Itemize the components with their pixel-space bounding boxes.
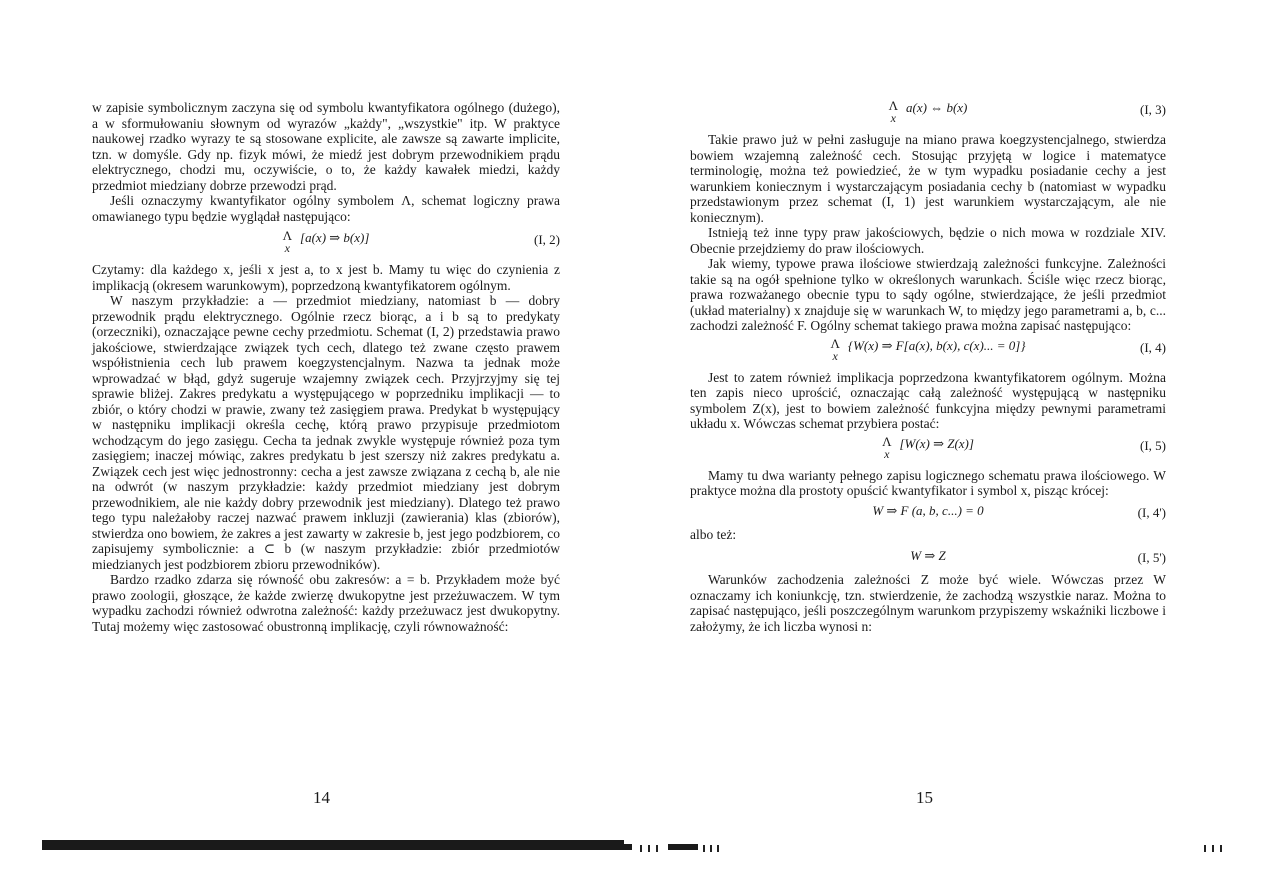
scan-artifact <box>656 845 658 852</box>
paragraph: Jak wiemy, typowe prawa ilościowe stwierdzają zależności funkcyjne. Zależności takie są na ogół spełnione tylko w określonych warunkach. Ściśle więc rzecz biorąc, prawa rozważanego obecnie typu to sądy ogólne, stwierdzające, że jeśli przedmiot (układ materialny) x znajduje się w warunkach W, to między jego parametrami a, b, c... zachodzi zależność F. Ogólny schemat takiego prawa można zapisać następująco: <box>690 256 1166 333</box>
formula-expression: W ⇒ F (a, b, c...) = 0 <box>872 502 984 518</box>
paragraph: Takie prawo już w pełni zasługuje na miano prawa koegzystencjalnego, stwierdza bowiem wzajemną zależność cech. Stosując przyjętą w logice i matematyce terminologię, można też powiedzieć, że w tym wypadku posiadanie cechy a jest warunkiem koniecznym i wystarczającym posiadania cechy b (natomiast w wypadku przedstawionym przez schemat (I, 1) jest warunkiem wystarczającym, ale nie koniecznym). <box>690 132 1166 225</box>
page-number-right: 15 <box>916 788 933 807</box>
quantifier-symbol: Λ x <box>830 335 840 363</box>
formula-expression: W ⇒ Z <box>910 548 946 563</box>
paragraph: Jest to zatem również implikacja poprzedzona kwantyfikatorem ogólnym. Można ten zapis nieco uprościć, oznaczając całą zależność występującą w następniku symbolem Z(x), jest to bowiem zależność funkcyjna między pewnymi parametrami układu x. Wówczas schemat przybiera postać: <box>690 369 1166 431</box>
formula-I-5-prime <box>690 548 1166 572</box>
paragraph: w zapisie symbolicznym zaczyna się od symbolu kwantyfikatora ogólnego (dużego), a w sformułowaniu słownym od wyrazów „każdy", „wszystkie" itp. W praktyce naukowej rzadko wyrazy te są stosowane explicite, ale zawsze są zawarte implicite, tzn. w domyśle. Gdy np. fizyk mówi, że miedź jest dobrym przewodnikiem prądu elektrycznego, chodzi mu, oczywiście, o to, że każdy kawałek miedzi, każdy przedmiot miedziany dobrze przewodzi prąd. <box>92 100 560 193</box>
paragraph: Istnieją też inne typy praw jakościowych, będzie o nich mowa w rozdziale XIV. Obecnie przejdziemy do praw ilościowych. <box>690 225 1166 256</box>
formula-label: (I, 4) <box>1140 339 1166 355</box>
formula-expression: a(x) ⇔ b(x) <box>906 100 968 115</box>
formula-label: (I, 4') <box>1137 504 1166 520</box>
left-page <box>92 100 560 634</box>
quantifier-symbol: Λ x <box>282 228 293 255</box>
paragraph: Mamy tu dwa warianty pełnego zapisu logicznego schematu prawa ilościowego. W praktyce można dla prostoty opuścić kwantyfikator i symbol x, pisząc krócej: <box>690 467 1166 498</box>
scan-artifact <box>1220 845 1222 852</box>
formula-label: (I, 3) <box>1140 102 1166 117</box>
formula-I-2 <box>92 230 560 262</box>
scan-edge-bar <box>42 840 624 850</box>
formula-expression: [W(x) ⇒ Z(x)] <box>899 435 974 451</box>
scan-artifact <box>1212 845 1214 852</box>
scan-artifact <box>624 844 632 850</box>
quantifier-symbol: Λ x <box>888 98 899 125</box>
formula-I-4 <box>690 335 1166 370</box>
right-page <box>690 100 1166 634</box>
paragraph: W naszym przykładzie: a — przedmiot miedziany, natomiast b — dobry przewodnik prądu elektrycznego. Ogólnie rzecz biorąc, a i b są to predykaty (orzeczniki), oznaczające pewne cechy przedmiotu. Schemat (I, 2) przedstawia prawo jakościowe, stwierdzające związek tych cech, dlatego też zwane często prawem współistnienia cech lub prawem koegzystencjalnym. Nazwa ta jednak może wprowadzać w błąd, gdyż sugeruje wzajemny związek cech. Przyjrzyjmy się tej sprawie bliżej. Zakres predykatu a występującego w poprzedniku implikacji — to zbiór, o który chodzi w prawie, zwany też zasięgiem prawa. Predykat b występujący w następniku implikacji określa cechę, którą prawo przypisuje przedmiotom wchodzącym do jego zasięgu. Cecha ta jednak zwykle występuje również poza tym zasięgiem; inaczej mówiąc, zakres predykatu b jest szerszy niż zakres predykatu a. Związek cech jest więc jednostronny: cecha a jest zawsze związana z cechą b, ale nie na odwrót (w naszym przykładzie: każdy przedmiot miedziany jest dobrym przewodnikiem, ale nie każdy dobry przewodnik jest miedziany). Dlatego też prawo tego typu należałoby raczej nazwać prawem inkluzji (zawierania) klas (zbiorów), stwierdza ono bowiem, że zakres a jest zawarty w zakresie b, jest jego podzbiorem, co zapisujemy symbolicznie: a ⊂ b (w naszym przykładzie: zbiór przedmiotów miedzianych jest podzbiorem zbioru przewodników). <box>92 293 560 572</box>
paragraph: Bardzo rzadko zdarza się równość obu zakresów: a = b. Przykładem może być prawo zoologii, głoszące, że każde zwierzę dwukopytne jest przeżuwaczem. W tym wypadku zachodzi również odwrotna zależność: każdy przeżuwacz jest dwukopytny. Tutaj możemy więc zastosować obustronną implikację, czyli równoważność: <box>92 572 560 634</box>
scan-artifact <box>640 845 642 852</box>
formula-expression: {W(x) ⇒ F[a(x), b(x), c(x)... = 0]} <box>847 337 1026 353</box>
formula-I-5 <box>690 433 1166 468</box>
paragraph-albo-tez: albo też: <box>690 526 737 542</box>
formula-label: (I, 5') <box>1137 550 1166 565</box>
quantifier-symbol: Λ x <box>882 433 892 461</box>
formula-I-3 <box>690 100 1166 132</box>
paragraph: Czytamy: dla każdego x, jeśli x jest a, to x jest b. Mamy tu więc do czynienia z implikacją (okresem warunkowym), poprzedzoną kwantyfikatorem ogólnym. <box>92 262 560 293</box>
scan-artifact <box>1204 845 1206 852</box>
formula-I-4-prime <box>690 503 1166 527</box>
formula-label: (I, 5) <box>1140 437 1166 453</box>
page-number-left: 14 <box>313 788 330 807</box>
formula-label: (I, 2) <box>534 232 560 247</box>
scan-artifact <box>668 844 698 850</box>
scan-artifact <box>703 845 705 852</box>
paragraph: Warunków zachodzenia zależności Z może być wiele. Wówczas przez W oznaczamy ich koniunkcję, tzn. stwierdzenie, że zachodzą wszystkie naraz. Można to zapisać następująco, jeśli poszczególnym warunkom przypiszemy wskaźniki liczbowe i założymy, że ich liczba wynosi n: <box>690 572 1166 634</box>
formula-expression: [a(x) ⇒ b(x)] <box>300 230 370 245</box>
scan-artifact <box>710 845 712 852</box>
scan-artifact <box>717 845 719 852</box>
paragraph: Jeśli oznaczymy kwantyfikator ogólny symbolem Λ, schemat logiczny prawa omawianego typu będzie wyglądał następująco: <box>92 193 560 224</box>
scan-artifact <box>648 845 650 852</box>
